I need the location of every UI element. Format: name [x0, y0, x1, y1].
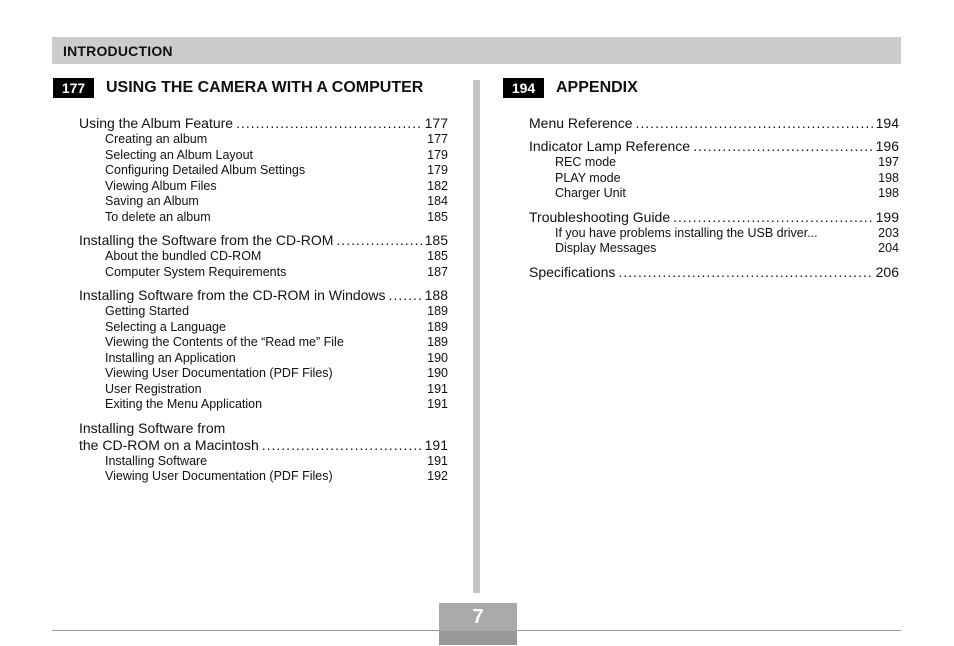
toc-sub-entry[interactable]: Getting Started 189	[105, 304, 448, 318]
toc-sub-entry[interactable]: Computer System Requirements 187	[105, 264, 448, 279]
toc-sub-entry[interactable]: Viewing User Documentation (PDF Files) 192	[105, 469, 448, 483]
page-number-tab	[439, 603, 517, 645]
toc-sub-entry[interactable]: Viewing User Documentation (PDF Files) 190	[105, 366, 448, 380]
right-toc	[529, 115, 899, 281]
toc-sub-entry[interactable]: Configuring Detailed Album Settings 179	[105, 163, 448, 177]
toc-entry[interactable]: Using the Album Feature ..... 177	[79, 115, 448, 132]
toc-entry[interactable]: Indicator Lamp Reference ..... 196	[529, 138, 899, 155]
toc-entry[interactable]: Installing Software from the CD-ROM in Windows ..... 188	[79, 287, 448, 304]
toc-sub-entry[interactable]: Creating an album 177	[105, 132, 448, 146]
right-section-title: APPENDIX	[556, 79, 638, 96]
toc-entry[interactable]: Specifications ..... 206	[529, 264, 899, 281]
toc-entry[interactable]: Menu Reference ..... 194	[529, 115, 899, 132]
toc-sub-entry[interactable]: Saving an Album 184	[105, 194, 448, 208]
toc-entry[interactable]: Installing the Software from the CD-ROM ..... 185	[79, 232, 448, 249]
toc-sub-entry[interactable]: PLAY mode 198	[555, 170, 899, 185]
left-toc	[79, 115, 448, 485]
toc-sub-entry[interactable]: Viewing the Contents of the “Read me” File 189	[105, 335, 448, 349]
toc-sub-entry[interactable]: Charger Unit 198	[555, 186, 899, 200]
toc-entry[interactable]: Troubleshooting Guide ..... 199	[529, 209, 899, 226]
toc-sub-entry[interactable]: Installing Software 191	[105, 453, 448, 468]
left-section-page-box[interactable]: 177	[53, 78, 94, 98]
toc-sub-entry[interactable]: Selecting an Album Layout 179	[105, 147, 448, 162]
section-header-bar	[52, 37, 901, 64]
toc-sub-entry[interactable]: Viewing Album Files 182	[105, 178, 448, 193]
toc-sub-entry[interactable]: About the bundled CD-ROM 185	[105, 249, 448, 263]
left-section-title: USING THE CAMERA WITH A COMPUTER	[106, 79, 424, 96]
toc-sub-entry[interactable]: Installing an Application 190	[105, 350, 448, 365]
toc-sub-entry[interactable]: User Registration 191	[105, 381, 448, 396]
right-section-page-box[interactable]: 194	[503, 78, 544, 98]
toc-sub-entry[interactable]: If you have problems installing the USB driver... 203	[555, 225, 899, 240]
toc-sub-entry[interactable]: Display Messages 204	[555, 241, 899, 255]
toc-sub-entry[interactable]: Selecting a Language 189	[105, 319, 448, 334]
toc-entry[interactable]: the CD-ROM on a Macintosh ..... 191	[79, 437, 448, 454]
toc-entry-first-line[interactable]: Installing Software from	[79, 419, 226, 436]
toc-sub-entry[interactable]: REC mode 197	[555, 155, 899, 169]
toc-sub-entry[interactable]: Exiting the Menu Application 191	[105, 397, 448, 411]
column-divider	[473, 80, 480, 593]
page-number: 7	[472, 606, 484, 628]
section-header-title: INTRODUCTION	[63, 43, 173, 59]
toc-sub-entry[interactable]: To delete an album 185	[105, 209, 448, 224]
